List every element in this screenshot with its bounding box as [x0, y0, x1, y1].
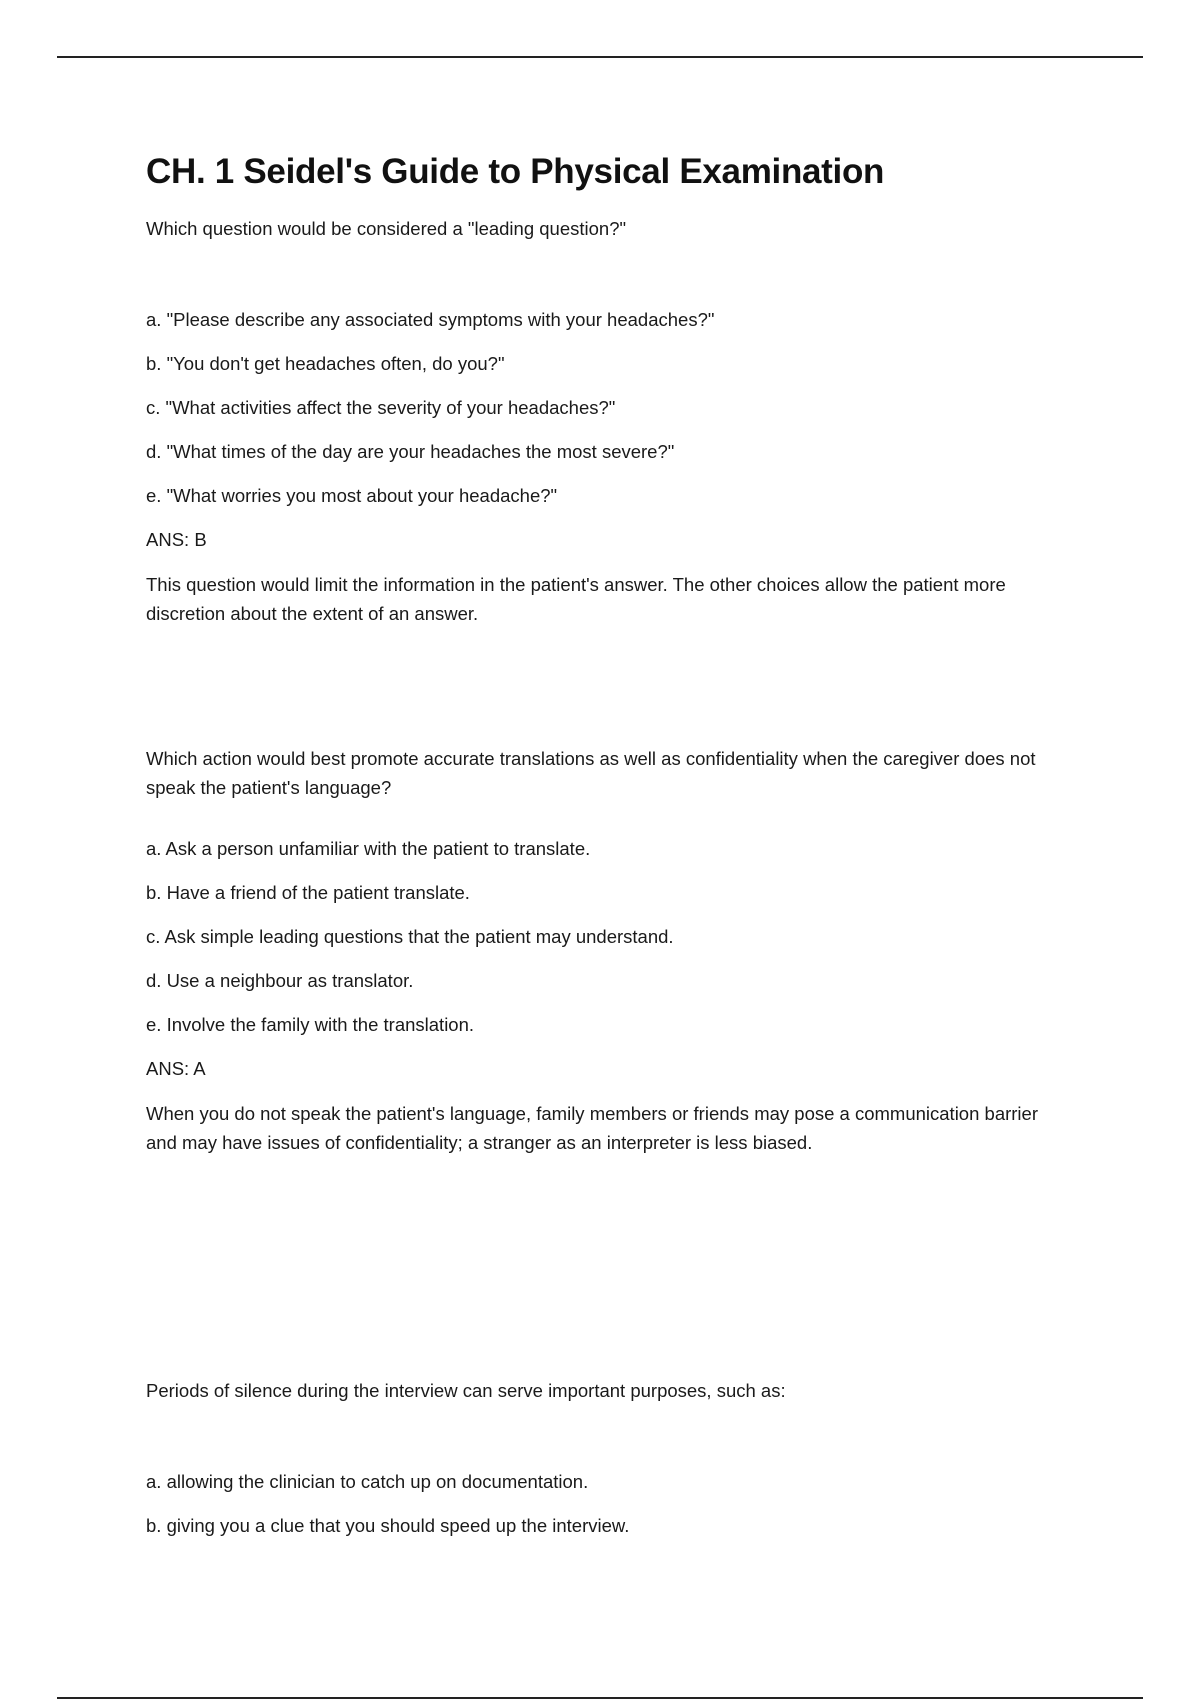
option-c: c. Ask simple leading questions that the patient may understand.	[146, 926, 674, 947]
footer-rule	[57, 1697, 1143, 1699]
question-block-3	[146, 1376, 1066, 1555]
option-b: b. Have a friend of the patient translate.	[146, 882, 470, 903]
question-text: Periods of silence during the interview can serve important purposes, such as:	[146, 1380, 786, 1401]
options-list	[146, 305, 1066, 510]
option-b: b. giving you a clue that you should speed up the interview.	[146, 1515, 630, 1536]
option-e: e. Involve the family with the translation.	[146, 1014, 475, 1035]
options-list	[146, 834, 1066, 1039]
answer-explanation: When you do not speak the patient's language, family members or friends may pose a communication barrier and may have issues of confidentiality; a stranger as an interpreter is less biased.	[146, 1103, 1038, 1153]
answer-explanation: This question would limit the information in the patient's answer. The other choices allow the patient more discretion about the extent of an answer.	[146, 574, 1006, 624]
option-a: a. "Please describe any associated symptoms with your headaches?"	[146, 309, 715, 330]
question-text: Which question would be considered a "leading question?"	[146, 218, 627, 239]
option-a: a. Ask a person unfamiliar with the patient to translate.	[146, 838, 591, 859]
question-block-1	[146, 214, 1066, 628]
option-d: d. Use a neighbour as translator.	[146, 970, 414, 991]
document-body	[146, 146, 1066, 1536]
option-d: d. "What times of the day are your headaches the most severe?"	[146, 441, 675, 462]
page-title: CH. 1 Seidel's Guide to Physical Examination	[146, 152, 885, 191]
options-list	[146, 1467, 1066, 1540]
option-c: c. "What activities affect the severity of your headaches?"	[146, 397, 616, 418]
option-b: b. "You don't get headaches often, do you?"	[146, 353, 505, 374]
answer-label: ANS: B	[146, 529, 207, 550]
option-e: e. "What worries you most about your headache?"	[146, 485, 558, 506]
answer-label: ANS: A	[146, 1058, 206, 1079]
question-block-2	[146, 744, 1066, 1157]
header-rule	[57, 56, 1143, 58]
option-a: a. allowing the clinician to catch up on documentation.	[146, 1471, 589, 1492]
question-text: Which action would best promote accurate translations as well as confidentiality when the caregiver does not speak the patient's language?	[146, 748, 1036, 798]
